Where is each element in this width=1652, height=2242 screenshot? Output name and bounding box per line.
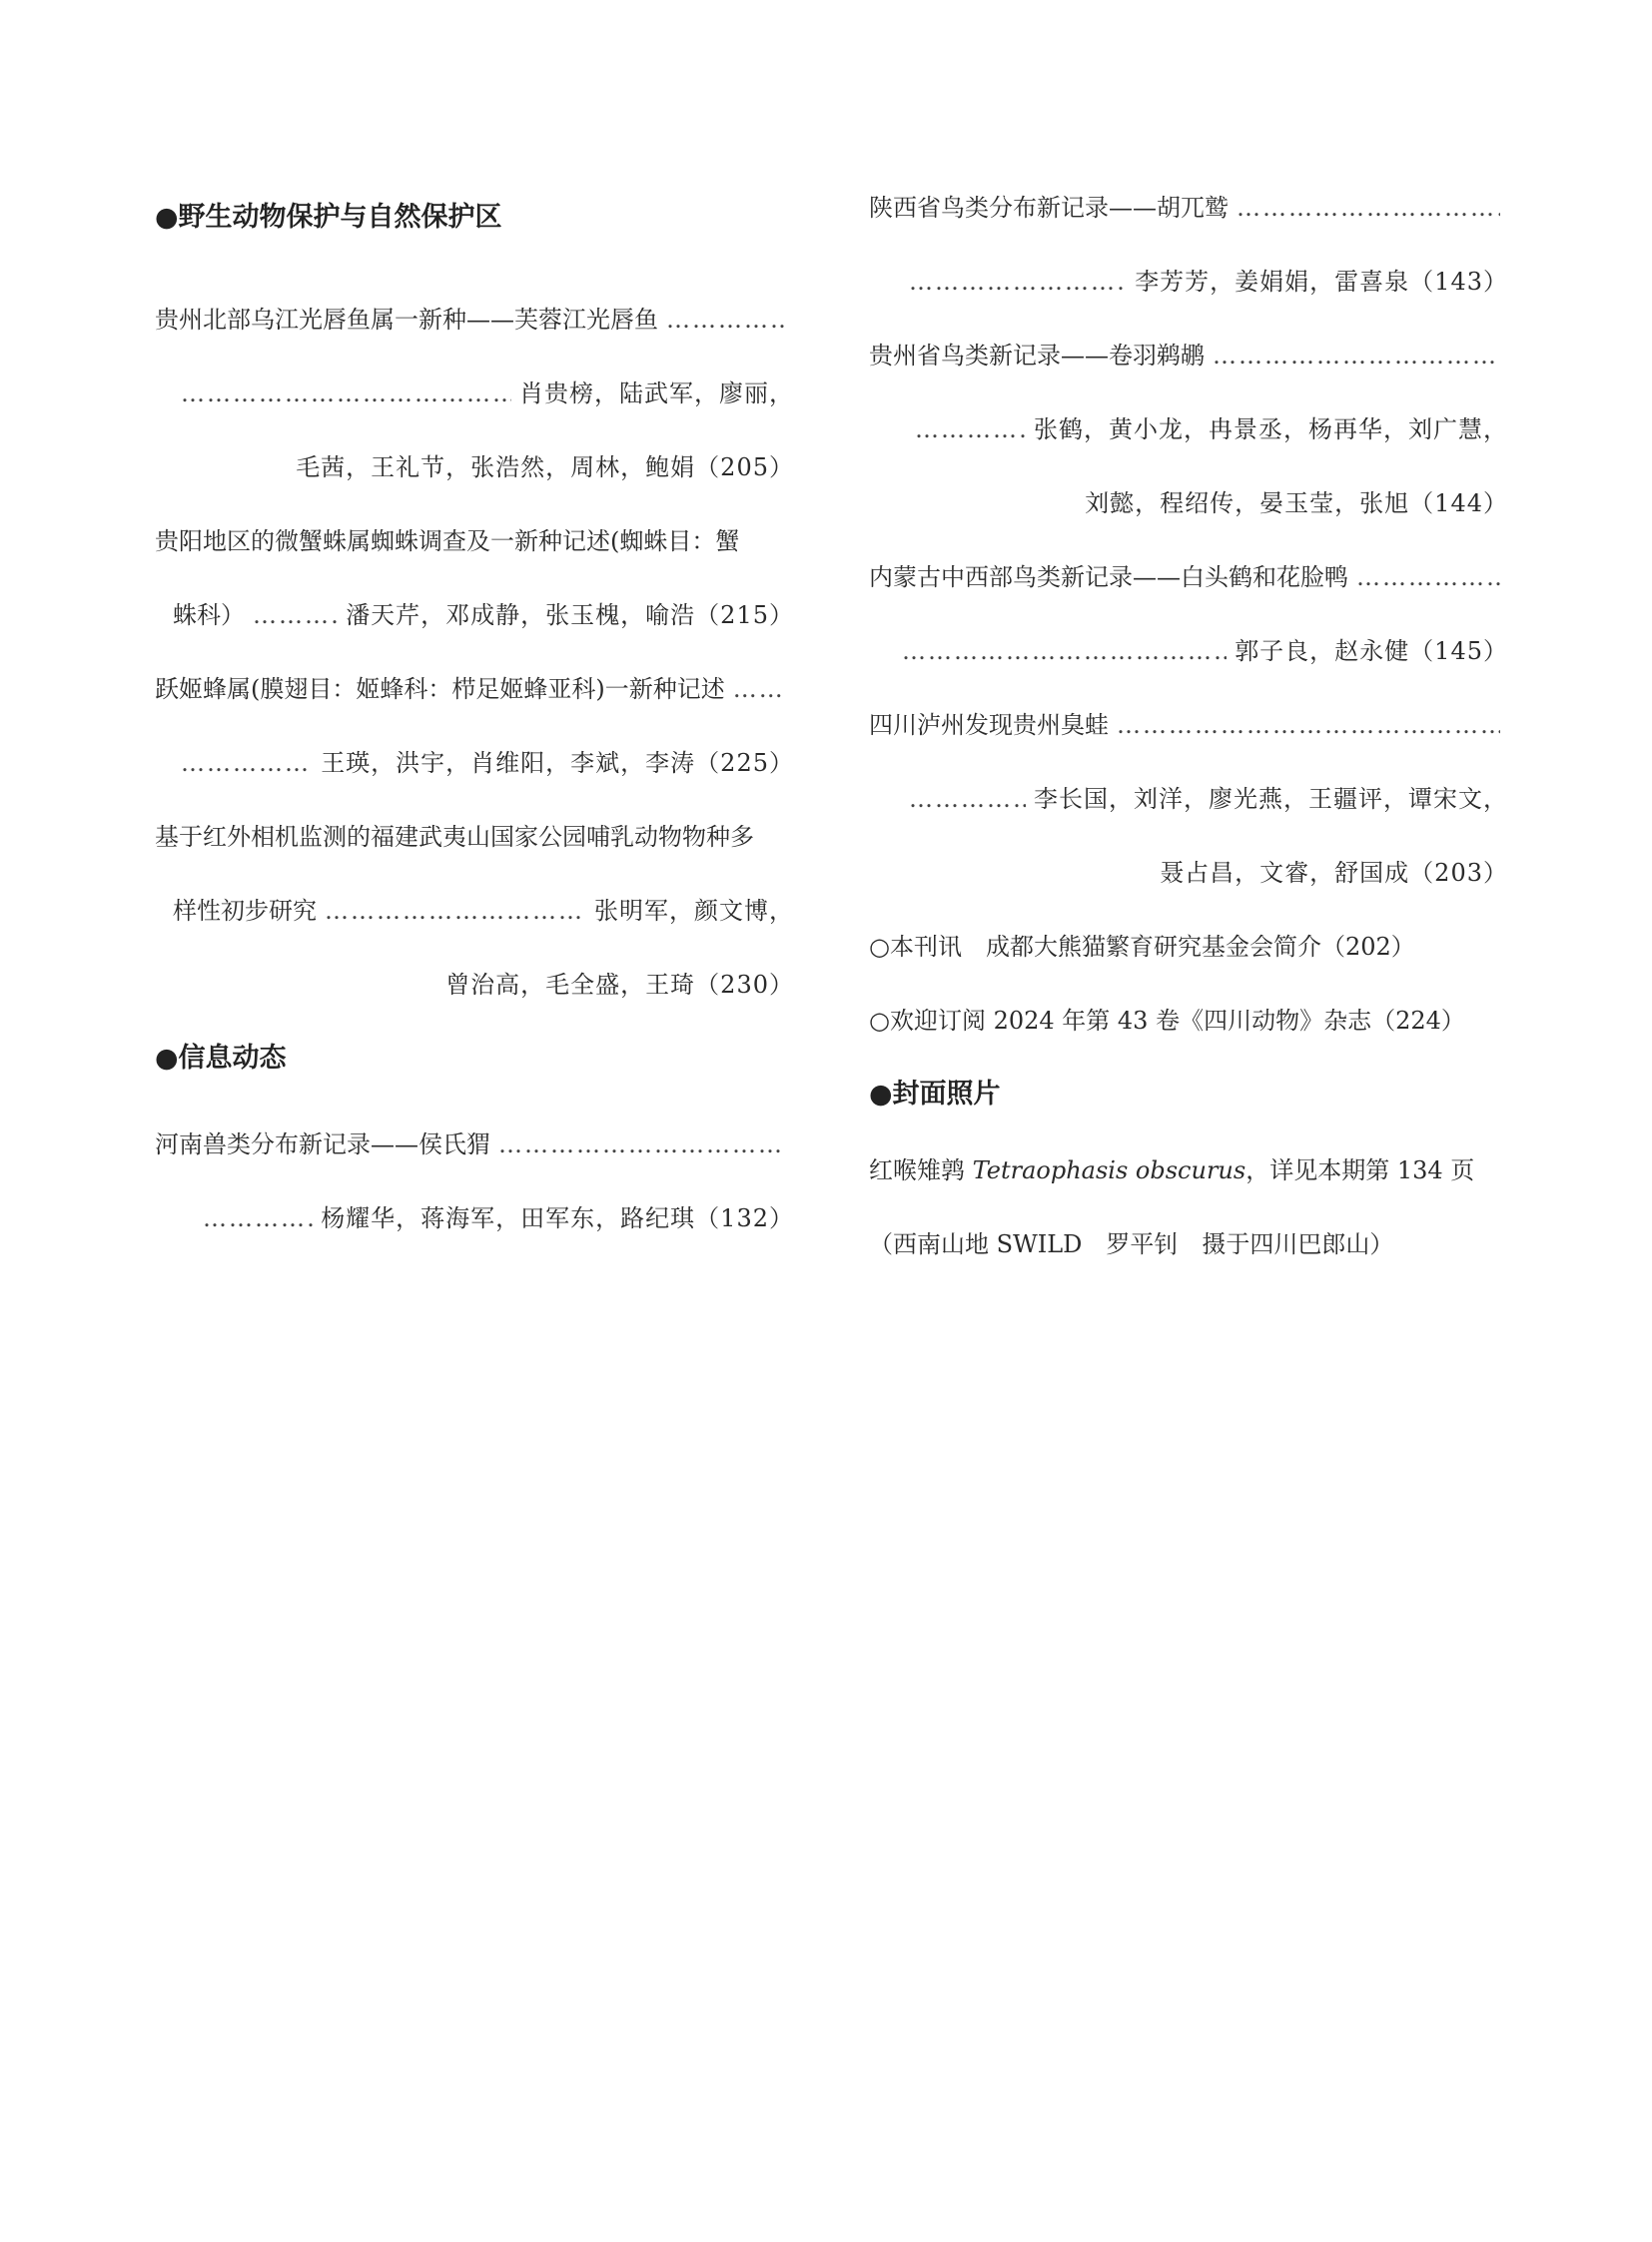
entry-authors: 潘天芹，邓成静，张玉槐，喻浩（215） bbox=[346, 601, 794, 629]
leader-dots bbox=[909, 264, 1127, 300]
entry-authors: 肖贵榜，陆武军，廖丽， bbox=[519, 379, 794, 407]
toc-left-column bbox=[155, 180, 794, 1274]
section-title-wildlife: ●野生动物保护与自然保护区 bbox=[155, 202, 502, 233]
entry-authors: 聂占昌，文睿，舒国成（203） bbox=[1160, 859, 1508, 887]
toc-entry[interactable] bbox=[869, 338, 1508, 521]
entry-authors: 毛茜，王礼节，张浩然，周林，鲍娟（205） bbox=[296, 453, 794, 481]
section-title-cover: ●封面照片 bbox=[869, 1079, 1001, 1110]
leader-dots bbox=[1213, 338, 1500, 374]
toc-entry[interactable] bbox=[155, 671, 794, 781]
entry-title-cont: 样性初步研究 bbox=[173, 897, 317, 925]
leader-dots bbox=[181, 745, 313, 781]
leader-dots bbox=[253, 597, 338, 633]
entry-authors: 张鹤，黄小龙，冉景丞，杨再华，刘广慧， bbox=[1034, 415, 1508, 443]
entry-authors: 曾治高，毛全盛，王琦（230） bbox=[445, 971, 794, 999]
cover-credit: （西南山地 SWILD 罗平钊 摄于四川巴郎山） bbox=[869, 1230, 1394, 1258]
toc-entry[interactable] bbox=[869, 190, 1508, 300]
entry-authors: 张明军，颜文博， bbox=[594, 897, 794, 925]
entry-authors: 李长国，刘洋，廖光燕，王疆评，谭宋文， bbox=[1034, 785, 1508, 813]
cover-species-latin: Tetraophasis obscurus bbox=[972, 1156, 1246, 1184]
leader-dots bbox=[203, 1200, 313, 1236]
toc-entry[interactable] bbox=[155, 302, 794, 485]
entry-title: 贵州北部乌江光唇鱼属一新种——芙蓉江光唇鱼 bbox=[155, 306, 658, 334]
entry-title: 基于红外相机监测的福建武夷山国家公园哺乳动物物种多 bbox=[155, 823, 754, 851]
leader-dots bbox=[666, 302, 786, 338]
leader-dots bbox=[733, 671, 786, 707]
leader-dots bbox=[181, 375, 511, 411]
entry-authors: 李芳芳，姜娟娟，雷喜泉（143） bbox=[1135, 268, 1508, 296]
leader-dots bbox=[498, 1126, 786, 1162]
leader-dots bbox=[909, 781, 1026, 817]
entry-title: 河南兽类分布新记录——侯氏猬 bbox=[155, 1130, 490, 1158]
cover-caption bbox=[869, 1152, 1508, 1188]
leader-dots bbox=[915, 411, 1026, 447]
entry-title: 贵阳地区的微蟹蛛属蜘蛛调查及一新种记述(蜘蛛目：蟹 bbox=[155, 527, 740, 555]
toc-entry[interactable] bbox=[869, 707, 1508, 891]
toc-entry[interactable] bbox=[155, 523, 794, 633]
leader-dots bbox=[1356, 559, 1500, 595]
notice-foundation[interactable]: ○本刊讯 成都大熊猫繁育研究基金会简介（202） bbox=[869, 933, 1415, 961]
leader-dots bbox=[1117, 707, 1500, 743]
entry-authors: 杨耀华，蒋海军，田军东，路纪琪（132） bbox=[321, 1204, 794, 1232]
leader-dots bbox=[902, 633, 1227, 669]
toc-right-column bbox=[869, 190, 1508, 1300]
toc-entry[interactable] bbox=[155, 819, 794, 1003]
notice-subscription[interactable]: ○欢迎订阅 2024 年第 43 卷《四川动物》杂志（224） bbox=[869, 1007, 1465, 1035]
leader-dots bbox=[1237, 190, 1500, 226]
cover-caption-cn: 红喉雉鹑 bbox=[869, 1156, 973, 1184]
section-title-news: ●信息动态 bbox=[155, 1043, 287, 1074]
toc-entry[interactable] bbox=[869, 559, 1508, 669]
entry-authors: 刘懿，程绍传，晏玉莹，张旭（144） bbox=[1085, 489, 1508, 517]
leader-dots bbox=[325, 893, 586, 929]
entry-title: 陕西省鸟类分布新记录——胡兀鹫 bbox=[869, 194, 1229, 222]
entry-title-cont: 蛛科） bbox=[173, 601, 245, 629]
entry-title: 内蒙古中西部鸟类新记录——白头鹤和花脸鸭 bbox=[869, 563, 1348, 591]
toc-entry[interactable] bbox=[155, 1126, 794, 1236]
entry-authors: 郭子良，赵永健（145） bbox=[1235, 637, 1508, 665]
cover-caption-page: ，详见本期第 134 页 bbox=[1245, 1156, 1475, 1184]
entry-title: 四川泸州发现贵州臭蛙 bbox=[869, 711, 1109, 739]
entry-title: 跃姬蜂属(膜翅目：姬蜂科：栉足姬蜂亚科)一新种记述 bbox=[155, 675, 725, 703]
entry-authors: 王瑛，洪宇，肖维阳，李斌，李涛（225） bbox=[321, 749, 794, 777]
entry-title: 贵州省鸟类新记录——卷羽鹈鹕 bbox=[869, 342, 1205, 370]
